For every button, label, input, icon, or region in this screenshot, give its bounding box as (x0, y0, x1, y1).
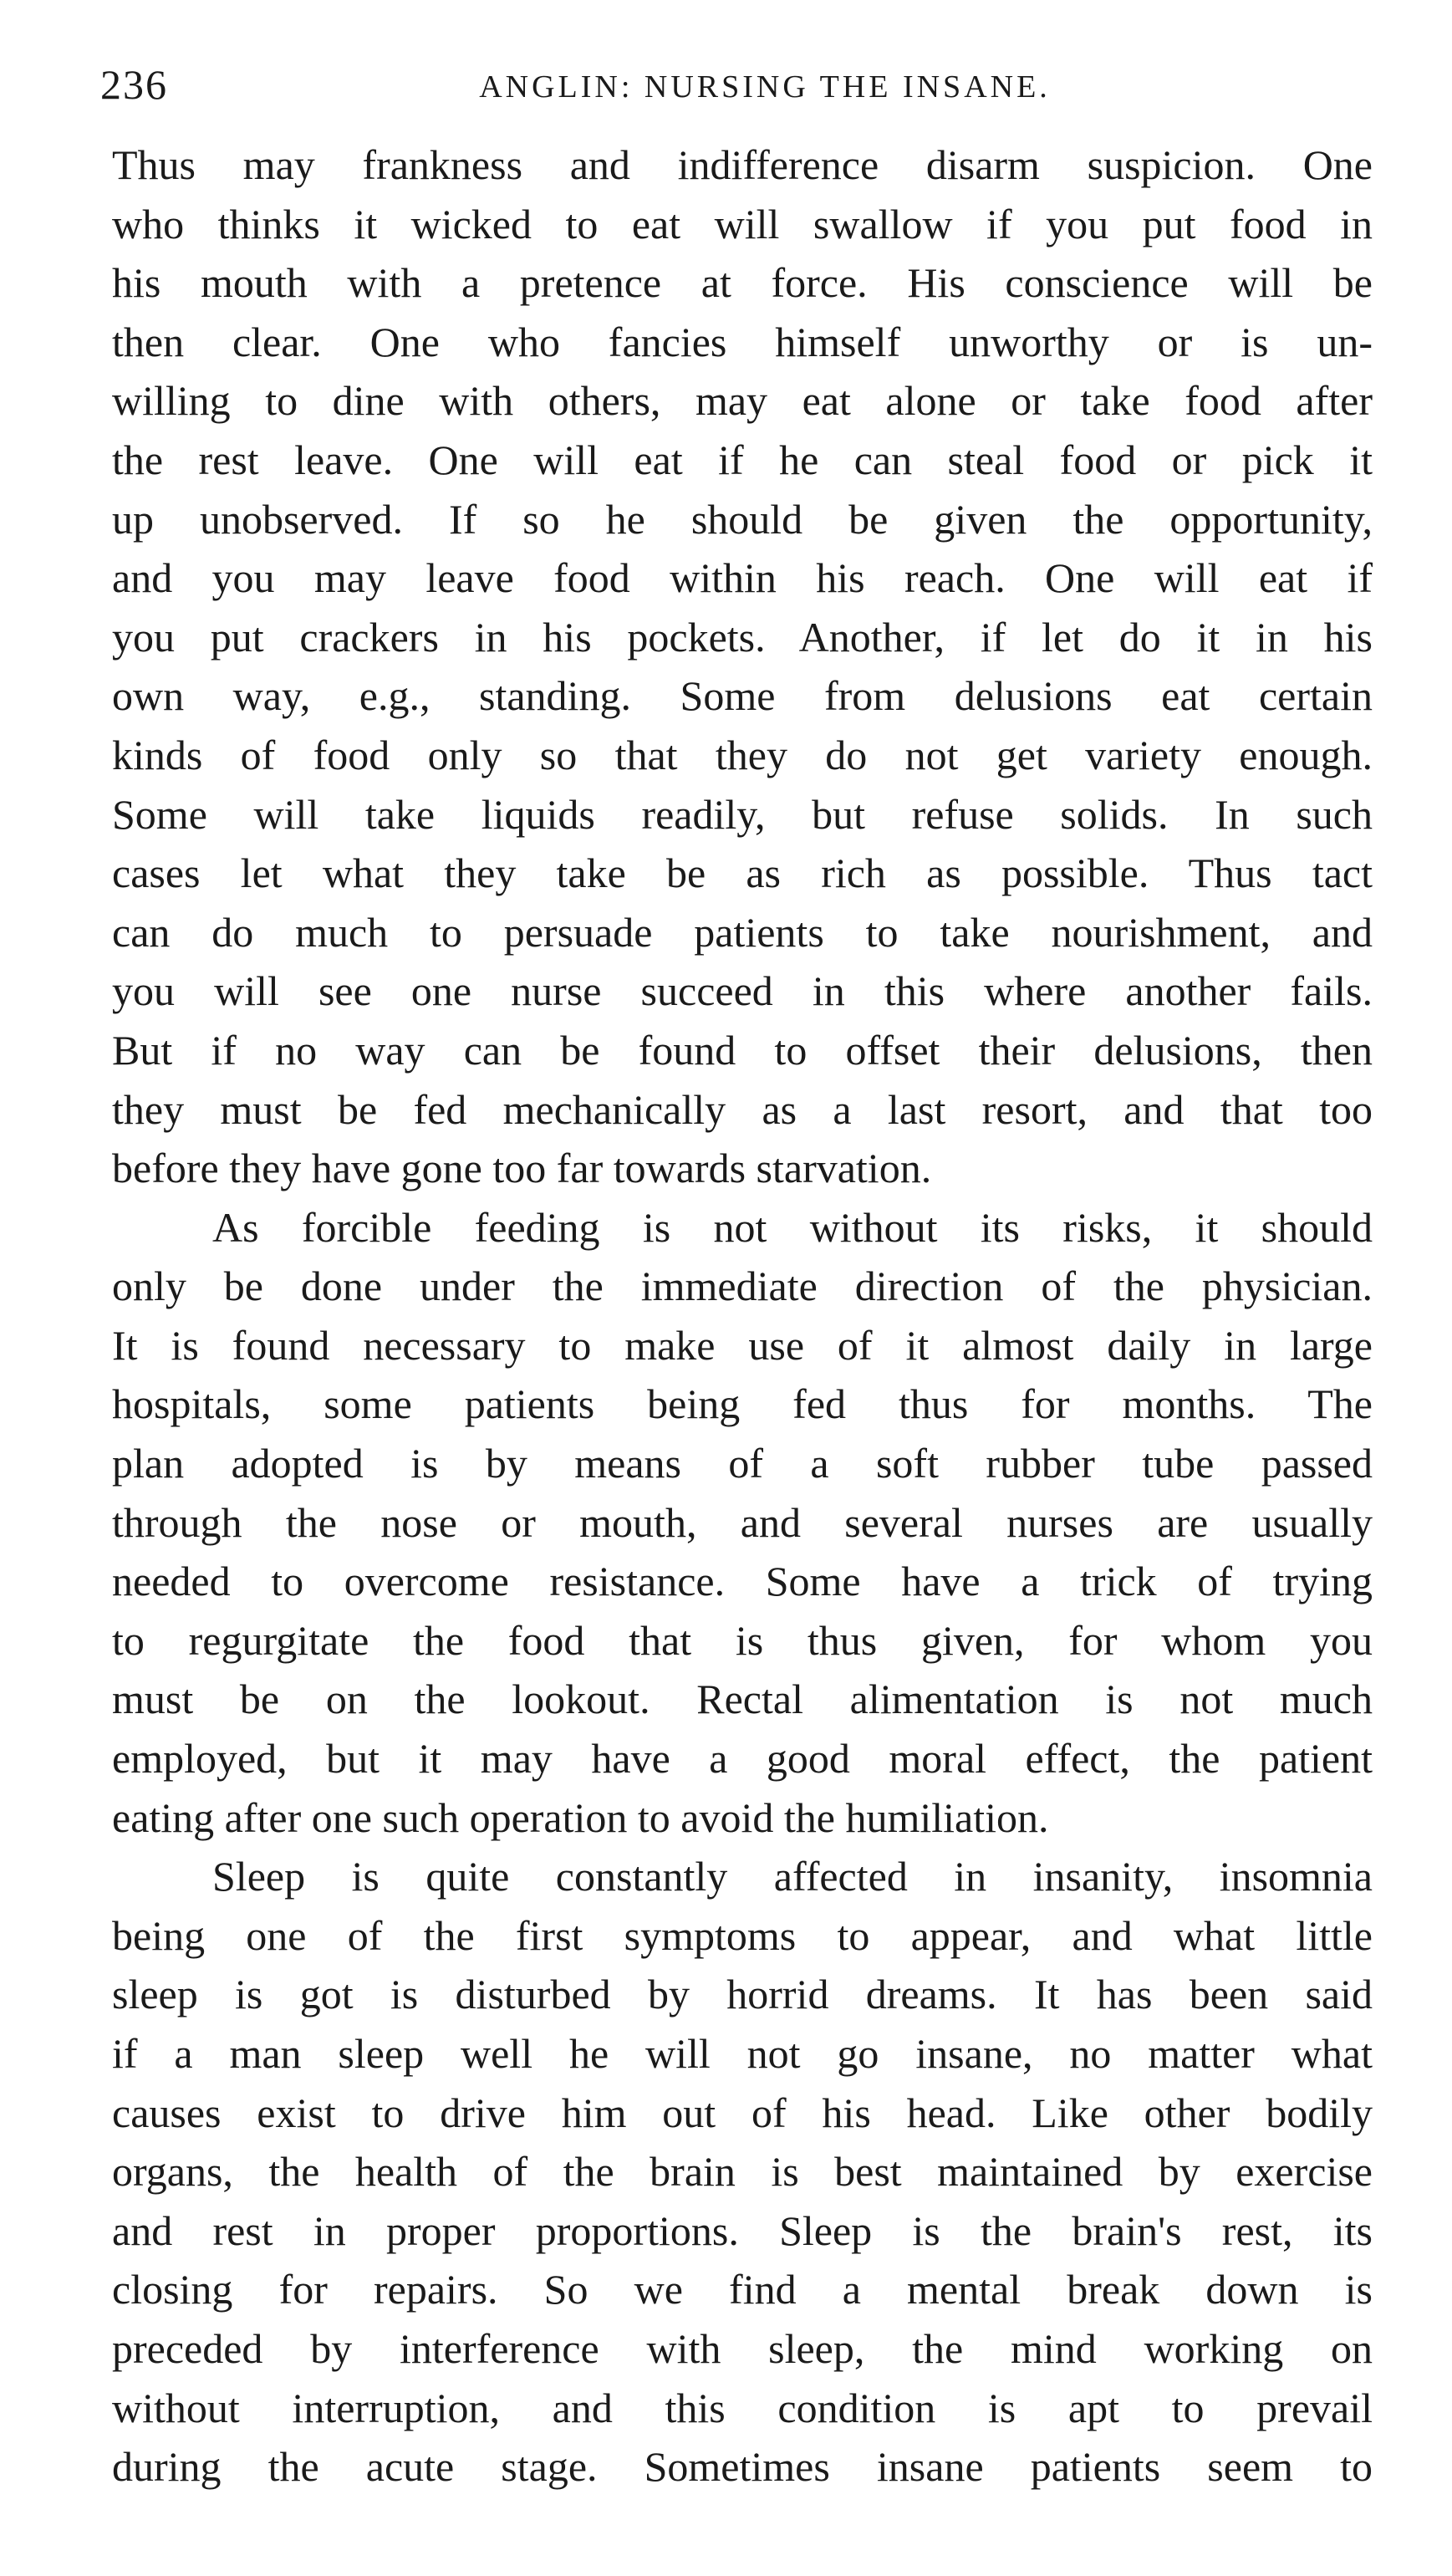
text-line: can do much to persuade patients to take nourishment, and (112, 908, 1373, 956)
text-line: needed to overcome resistance. Some have a trick of trying (112, 1558, 1373, 1605)
text-line: kinds of food only so that they do not get variety enough. (112, 731, 1373, 778)
text-line: you will see one nurse succeed in this where another fails. (112, 967, 1373, 1015)
text-line: preceded by interference with sleep, the mind working on (112, 2324, 1373, 2372)
text-line: only be done under the immediate direction of the physician. (112, 1262, 1373, 1310)
page-number: 236 (100, 61, 168, 108)
body-text (112, 135, 1373, 2497)
text-line: his mouth with a pretence at force. His conscience will be (112, 259, 1373, 307)
text-line: willing to dine with others, may eat alone or take food after (112, 377, 1373, 425)
text-line: through the nose or mouth, and several nurses are usually (112, 1498, 1373, 1546)
paragraph-end-line: eating after one such operation to avoid the humiliation. (112, 1793, 1049, 1841)
running-head (100, 60, 1379, 119)
text-line: It is found necessary to make use of it almost daily in large (112, 1321, 1373, 1369)
text-line: during the acute stage. Sometimes insane patients seem to (112, 2443, 1373, 2491)
text-line: hospitals, some patients being fed thus for months. The (112, 1380, 1373, 1428)
text-line: if a man sleep well he will not go insane, no matter what (112, 2030, 1373, 2077)
text-line: then clear. One who fancies himself unworthy or is un- (112, 318, 1373, 365)
text-line: up unobserved. If so he should be given the opportunity, (112, 495, 1373, 543)
text-line: own way, e.g., standing. Some from delusions eat certain (112, 672, 1373, 720)
text-line: Thus may frankness and indifference disarm suspicion. One (112, 141, 1373, 188)
text-line: cases let what they take be as rich as possible. Thus tact (112, 849, 1373, 897)
paragraph-start-line: As forcible feeding is not without its risks, it should (212, 1203, 1373, 1251)
text-line: plan adopted is by means of a soft rubber tube passed (112, 1440, 1373, 1487)
running-title: ANGLIN: NURSING THE INSANE. (479, 69, 1051, 105)
text-line: the rest leave. One will eat if he can steal food or pick it (112, 436, 1373, 483)
text-line: and rest in proper proportions. Sleep is the brain's rest, its (112, 2206, 1373, 2254)
text-line: employed, but it may have a good moral effect, the patient (112, 1735, 1373, 1783)
text-line: But if no way can be found to offset their delusions, then (112, 1026, 1373, 1074)
text-line: sleep is got is disturbed by horrid dreams. It has been said (112, 1971, 1373, 2018)
text-line: to regurgitate the food that is thus given, for whom you (112, 1616, 1373, 1664)
text-line: organs, the health of the brain is best maintained by exercise (112, 2148, 1373, 2196)
text-line: being one of the first symptoms to appear, and what little (112, 1911, 1373, 1959)
text-line: without interruption, and this condition is apt to prevail (112, 2384, 1373, 2431)
paragraph-start-line: Sleep is quite constantly affected in insanity, insomnia (212, 1853, 1373, 1900)
paragraph-end-line: before they have gone too far towards starvation. (112, 1145, 932, 1192)
text-line: who thinks it wicked to eat will swallow if you put food in (112, 200, 1373, 247)
text-line: and you may leave food within his reach. One will eat if (112, 554, 1373, 602)
text-line: must be on the lookout. Rectal alimentation is not much (112, 1676, 1373, 1723)
text-line: causes exist to drive him out of his head. Like other bodily (112, 2089, 1373, 2136)
text-line: they must be fed mechanically as a last resort, and that too (112, 1085, 1373, 1133)
text-line: Some will take liquids readily, but refuse solids. In such (112, 790, 1373, 838)
text-line: you put crackers in his pockets. Another, if let do it in his (112, 613, 1373, 661)
text-line: closing for repairs. So we find a mental break down is (112, 2266, 1373, 2313)
